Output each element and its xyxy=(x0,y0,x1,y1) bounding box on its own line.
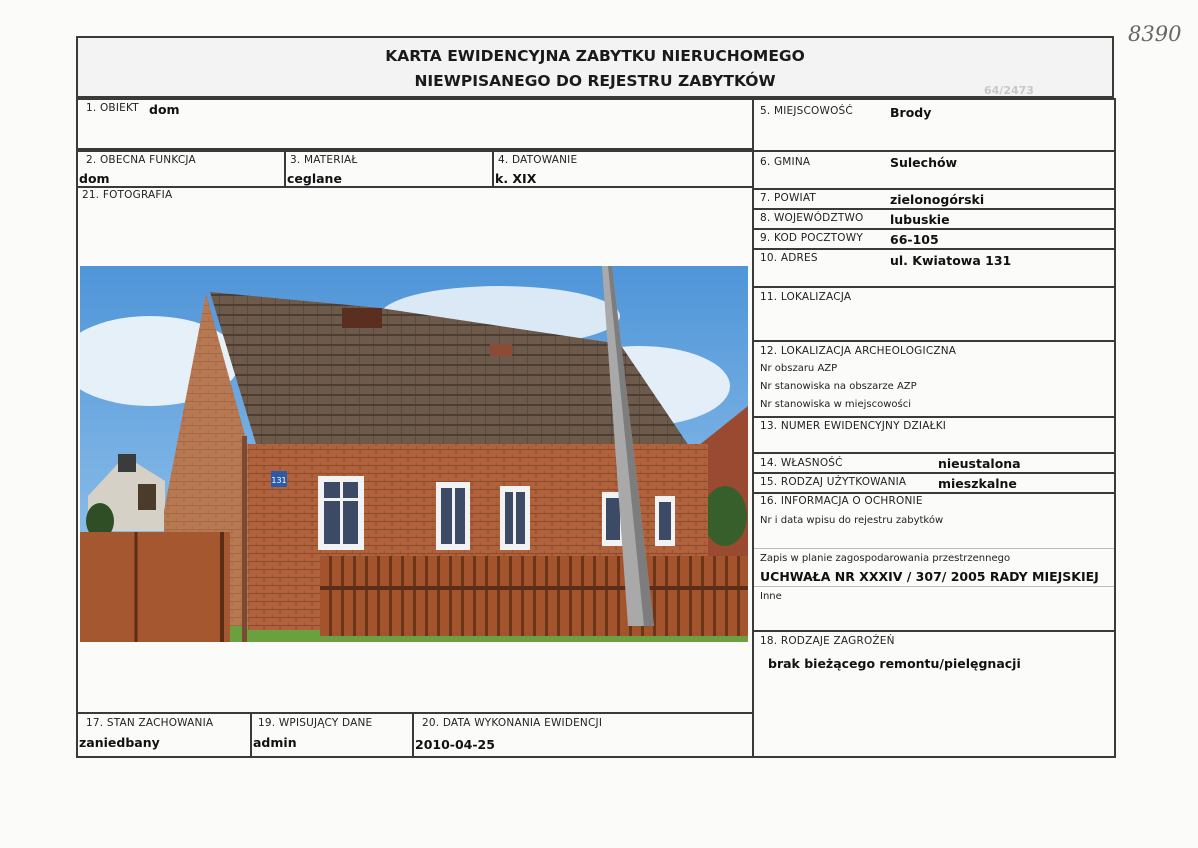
label-miejscowosc: 5. MIEJSCOWOŚĆ xyxy=(760,105,853,117)
label-material: 3. MATERIAŁ xyxy=(290,154,358,166)
title-line-1: KARTA EWIDENCYJNA ZABYTKU NIERUCHOMEGO xyxy=(385,47,805,65)
value-uzytkowanie: mieszkalne xyxy=(938,476,1017,491)
arch-line-2: Nr stanowiska na obszarze AZP xyxy=(760,381,917,392)
divider xyxy=(754,548,1114,549)
value-datowanie: k. XIX xyxy=(495,171,537,186)
value-obiekt: dom xyxy=(149,102,180,117)
ochrona-plan-value: UCHWAŁA NR XXXIV / 307/ 2005 RADY MIEJSKIEJ xyxy=(760,569,1099,584)
label-kod: 9. KOD POCZTOWY xyxy=(760,232,863,244)
label-powiat: 7. POWIAT xyxy=(760,192,817,204)
label-uzytkowanie: 15. RODZAJ UŻYTKOWANIA xyxy=(760,476,907,488)
value-gmina: Sulechów xyxy=(890,155,958,170)
label-ochrona: 16. INFORMACJA O OCHRONIE xyxy=(760,495,923,507)
field-data xyxy=(412,712,754,758)
title-line-2: NIEWPISANEGO DO REJESTRU ZABYTKÓW xyxy=(414,72,776,90)
value-zagrozenia: brak bieżącego remontu/pielęgnacji xyxy=(768,656,1021,671)
field-stan xyxy=(76,712,252,758)
house-number: 131 xyxy=(271,476,287,485)
label-data: 20. DATA WYKONANIA EWIDENCJI xyxy=(422,717,603,729)
label-gmina: 6. GMINA xyxy=(760,156,811,168)
field-datowanie xyxy=(492,150,754,188)
value-powiat: zielonogórski xyxy=(890,192,985,207)
field-ochrona xyxy=(752,492,1116,632)
value-data: 2010-04-25 xyxy=(415,737,495,752)
label-funkcja: 2. OBECNA FUNKCJA xyxy=(86,154,196,166)
label-adres: 10. ADRES xyxy=(760,252,818,264)
label-fotografia: 21. FOTOGRAFIA xyxy=(82,189,173,201)
ochrona-plan-label: Zapis w planie zagospodarowania przestrzennego xyxy=(760,553,1011,564)
ochrona-inne: Inne xyxy=(760,591,782,602)
label-lokalizacja: 11. LOKALIZACJA xyxy=(760,291,852,303)
label-dzialka: 13. NUMER EWIDENCYJNY DZIAŁKI xyxy=(760,420,947,432)
value-wpisujacy: admin xyxy=(253,735,297,750)
label-obiekt: 1. OBIEKT xyxy=(86,102,139,114)
field-miejscowosc xyxy=(752,98,1116,152)
field-material xyxy=(284,150,494,188)
field-funkcja xyxy=(76,150,286,188)
ochrona-rejestr: Nr i data wpisu do rejestru zabytków xyxy=(760,515,944,526)
field-wlasnosc xyxy=(752,452,1116,474)
building-photo xyxy=(80,266,748,642)
label-zagrozenia: 18. RODZAJE ZAGROŻEŃ xyxy=(760,635,895,647)
value-stan: zaniedbany xyxy=(79,735,160,750)
value-wlasnosc: nieustalona xyxy=(938,456,1021,471)
field-arch xyxy=(752,340,1116,418)
value-material: ceglane xyxy=(287,171,342,186)
label-stan: 17. STAN ZACHOWANIA xyxy=(86,717,214,729)
arch-line-3: Nr stanowiska w miejscowości xyxy=(760,399,911,410)
card-title-box xyxy=(76,36,1114,98)
label-datowanie: 4. DATOWANIE xyxy=(498,154,578,166)
label-wlasnosc: 14. WŁASNOŚĆ xyxy=(760,457,843,469)
value-kod: 66-105 xyxy=(890,232,939,247)
value-funkcja: dom xyxy=(79,171,110,186)
field-gmina xyxy=(752,150,1116,190)
field-dzialka xyxy=(752,416,1116,454)
field-uzytkowanie xyxy=(752,472,1116,494)
field-kod xyxy=(752,228,1116,250)
faint-bleedthrough-code: 64/2473 xyxy=(984,84,1034,97)
field-lokalizacja xyxy=(752,286,1116,342)
field-powiat xyxy=(752,188,1116,210)
label-wojewodztwo: 8. WOJEWÓDZTWO xyxy=(760,212,864,224)
value-miejscowosc: Brody xyxy=(890,105,932,120)
label-arch: 12. LOKALIZACJA ARCHEOLOGICZNA xyxy=(760,345,957,357)
value-wojewodztwo: lubuskie xyxy=(890,212,950,227)
divider xyxy=(754,586,1114,587)
handwritten-number: 8390 xyxy=(1128,22,1182,46)
field-adres xyxy=(752,248,1116,288)
value-adres: ul. Kwiatowa 131 xyxy=(890,253,1012,268)
arch-line-1: Nr obszaru AZP xyxy=(760,363,838,374)
label-wpisujacy: 19. WPISUJĄCY DANE xyxy=(258,717,373,729)
field-obiekt xyxy=(76,98,754,150)
field-zagrozenia xyxy=(752,630,1116,758)
field-wojewodztwo xyxy=(752,208,1116,230)
field-wpisujacy xyxy=(250,712,414,758)
